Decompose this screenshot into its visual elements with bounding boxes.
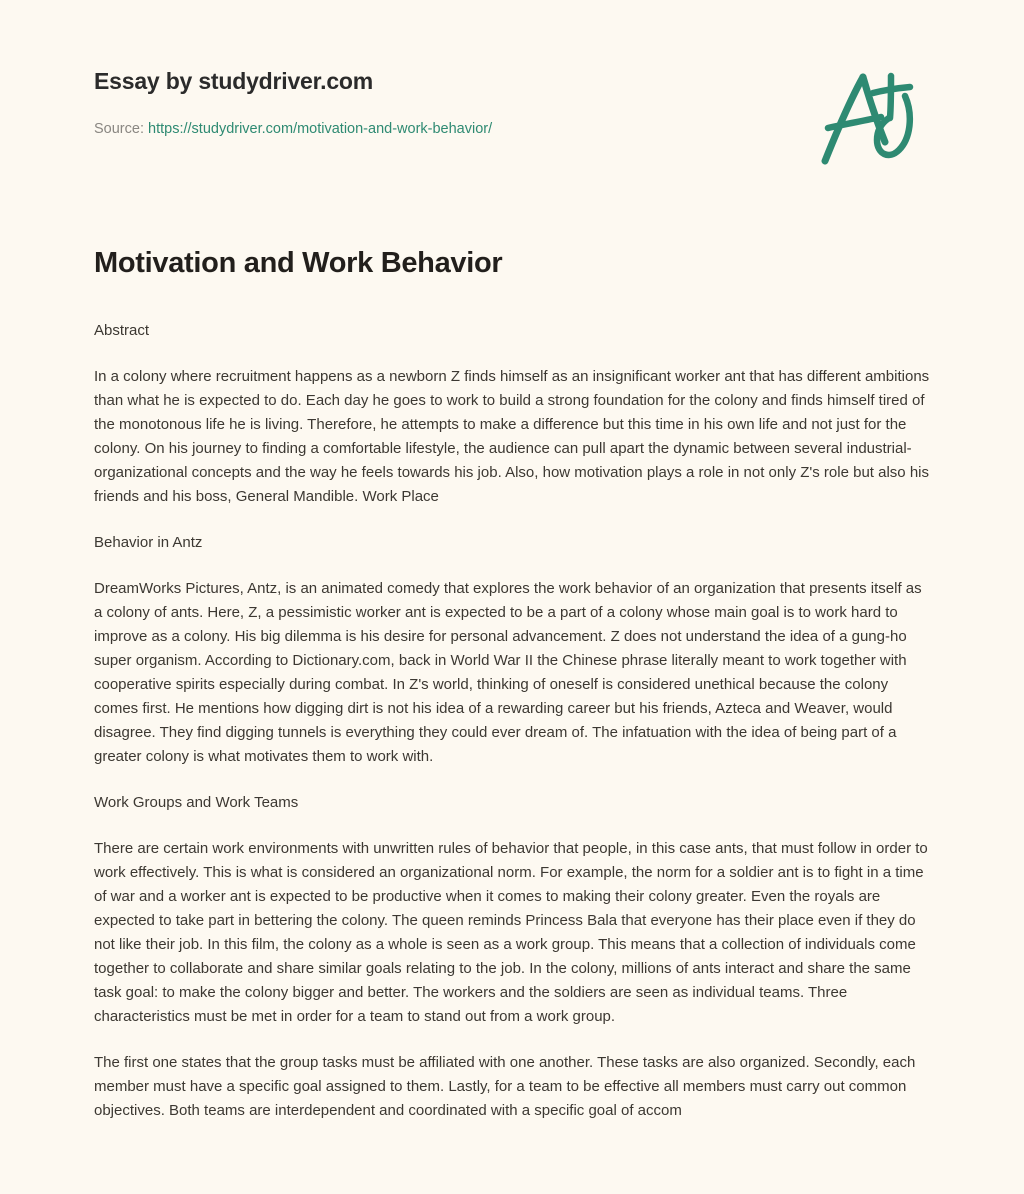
source-label: Source: bbox=[94, 121, 144, 137]
section-heading-abstract: Abstract bbox=[94, 321, 150, 339]
paragraph-team-characteristics: The first one states that the group tasks must be affiliated with one another. These tasks are also organized. Secondly, each member must have a specific goal assigned to them. Lastly, for a team to be effective all members must carry out common objectives. Both teams are interdependent and coordinated with a specific goal of accom bbox=[94, 1053, 916, 1119]
source-url-link[interactable]: https://studydriver.com/motivation-and-work-behavior/ bbox=[148, 121, 493, 137]
paragraph-abstract: In a colony where recruitment happens as a newborn Z finds himself as an insignificant worker ant that has different ambitions than what he is expected to do. Each day he goes to work to build a strong foundation for the colony and finds himself tired of the monotonous life he is living. Therefore, he attempts to make a difference but this time in his own life and not just for the colony. On his journey to finding a comfortable lifestyle, the audience can pull apart the dynamic between several industrial-organizational concepts and the way he feels towards his job. Also, how motivation plays a role in not only Z's role but also his friends and his boss, General Mandible. Work Place bbox=[94, 367, 930, 505]
a-plus-logo[interactable] bbox=[815, 66, 927, 166]
paragraph-behavior-in-antz: DreamWorks Pictures, Antz, is an animated comedy that explores the work behavior of an organization that presents itself as a colony of ants. Here, Z, a pessimistic worker ant is expected to be a part of a colony whose main goal is to work hard to improve as a colony. His big dilemma is his desire for personal advancement. Z does not understand the idea of a gung-ho super organism. According to Dictionary.com, back in World War II the Chinese phrase literally meant to work together with cooperative spirits especially during combat. In Z's world, thinking of oneself is considered unethical because the colony comes first. He mentions how digging dirt is not his idea of a rewarding career but his friends, Azteca and Weaver, would disagree. They find digging tunnels is everything they could ever dream of. The infatuation with the idea of being part of a greater colony is what motivates them to work with. bbox=[94, 579, 922, 765]
section-heading-behavior-in-antz: Behavior in Antz bbox=[94, 533, 203, 551]
page-header bbox=[0, 0, 1024, 190]
paragraph-work-groups: There are certain work environments with unwritten rules of behavior that people, in this case ants, that must follow in order to work effectively. This is what is considered an organizational norm. For example, the norm for a soldier ant is to fight in a time of war and a worker ant is expected to be productive when it comes to making their colony greater. Even the royals are expected to take part in bettering the colony. The queen reminds Princess Bala that everyone has their place even if they do not like their job. In this film, the colony as a whole is seen as a work group. This means that a collection of individuals come together to collaborate and share similar goals relating to the job. In the colony, millions of ants interact and share the same task goal: to make the colony bigger and better. The workers and the soldiers are seen as individual teams. Three characteristics must be met in order for a team to stand out from a work group. bbox=[94, 839, 928, 1025]
page-title: Motivation and Work Behavior bbox=[94, 247, 503, 279]
section-heading-work-groups-and-work-teams: Work Groups and Work Teams bbox=[94, 793, 299, 811]
essay-body bbox=[94, 246, 934, 1123]
source-line bbox=[94, 121, 492, 138]
byline: Essay by studydriver.com bbox=[94, 68, 374, 94]
